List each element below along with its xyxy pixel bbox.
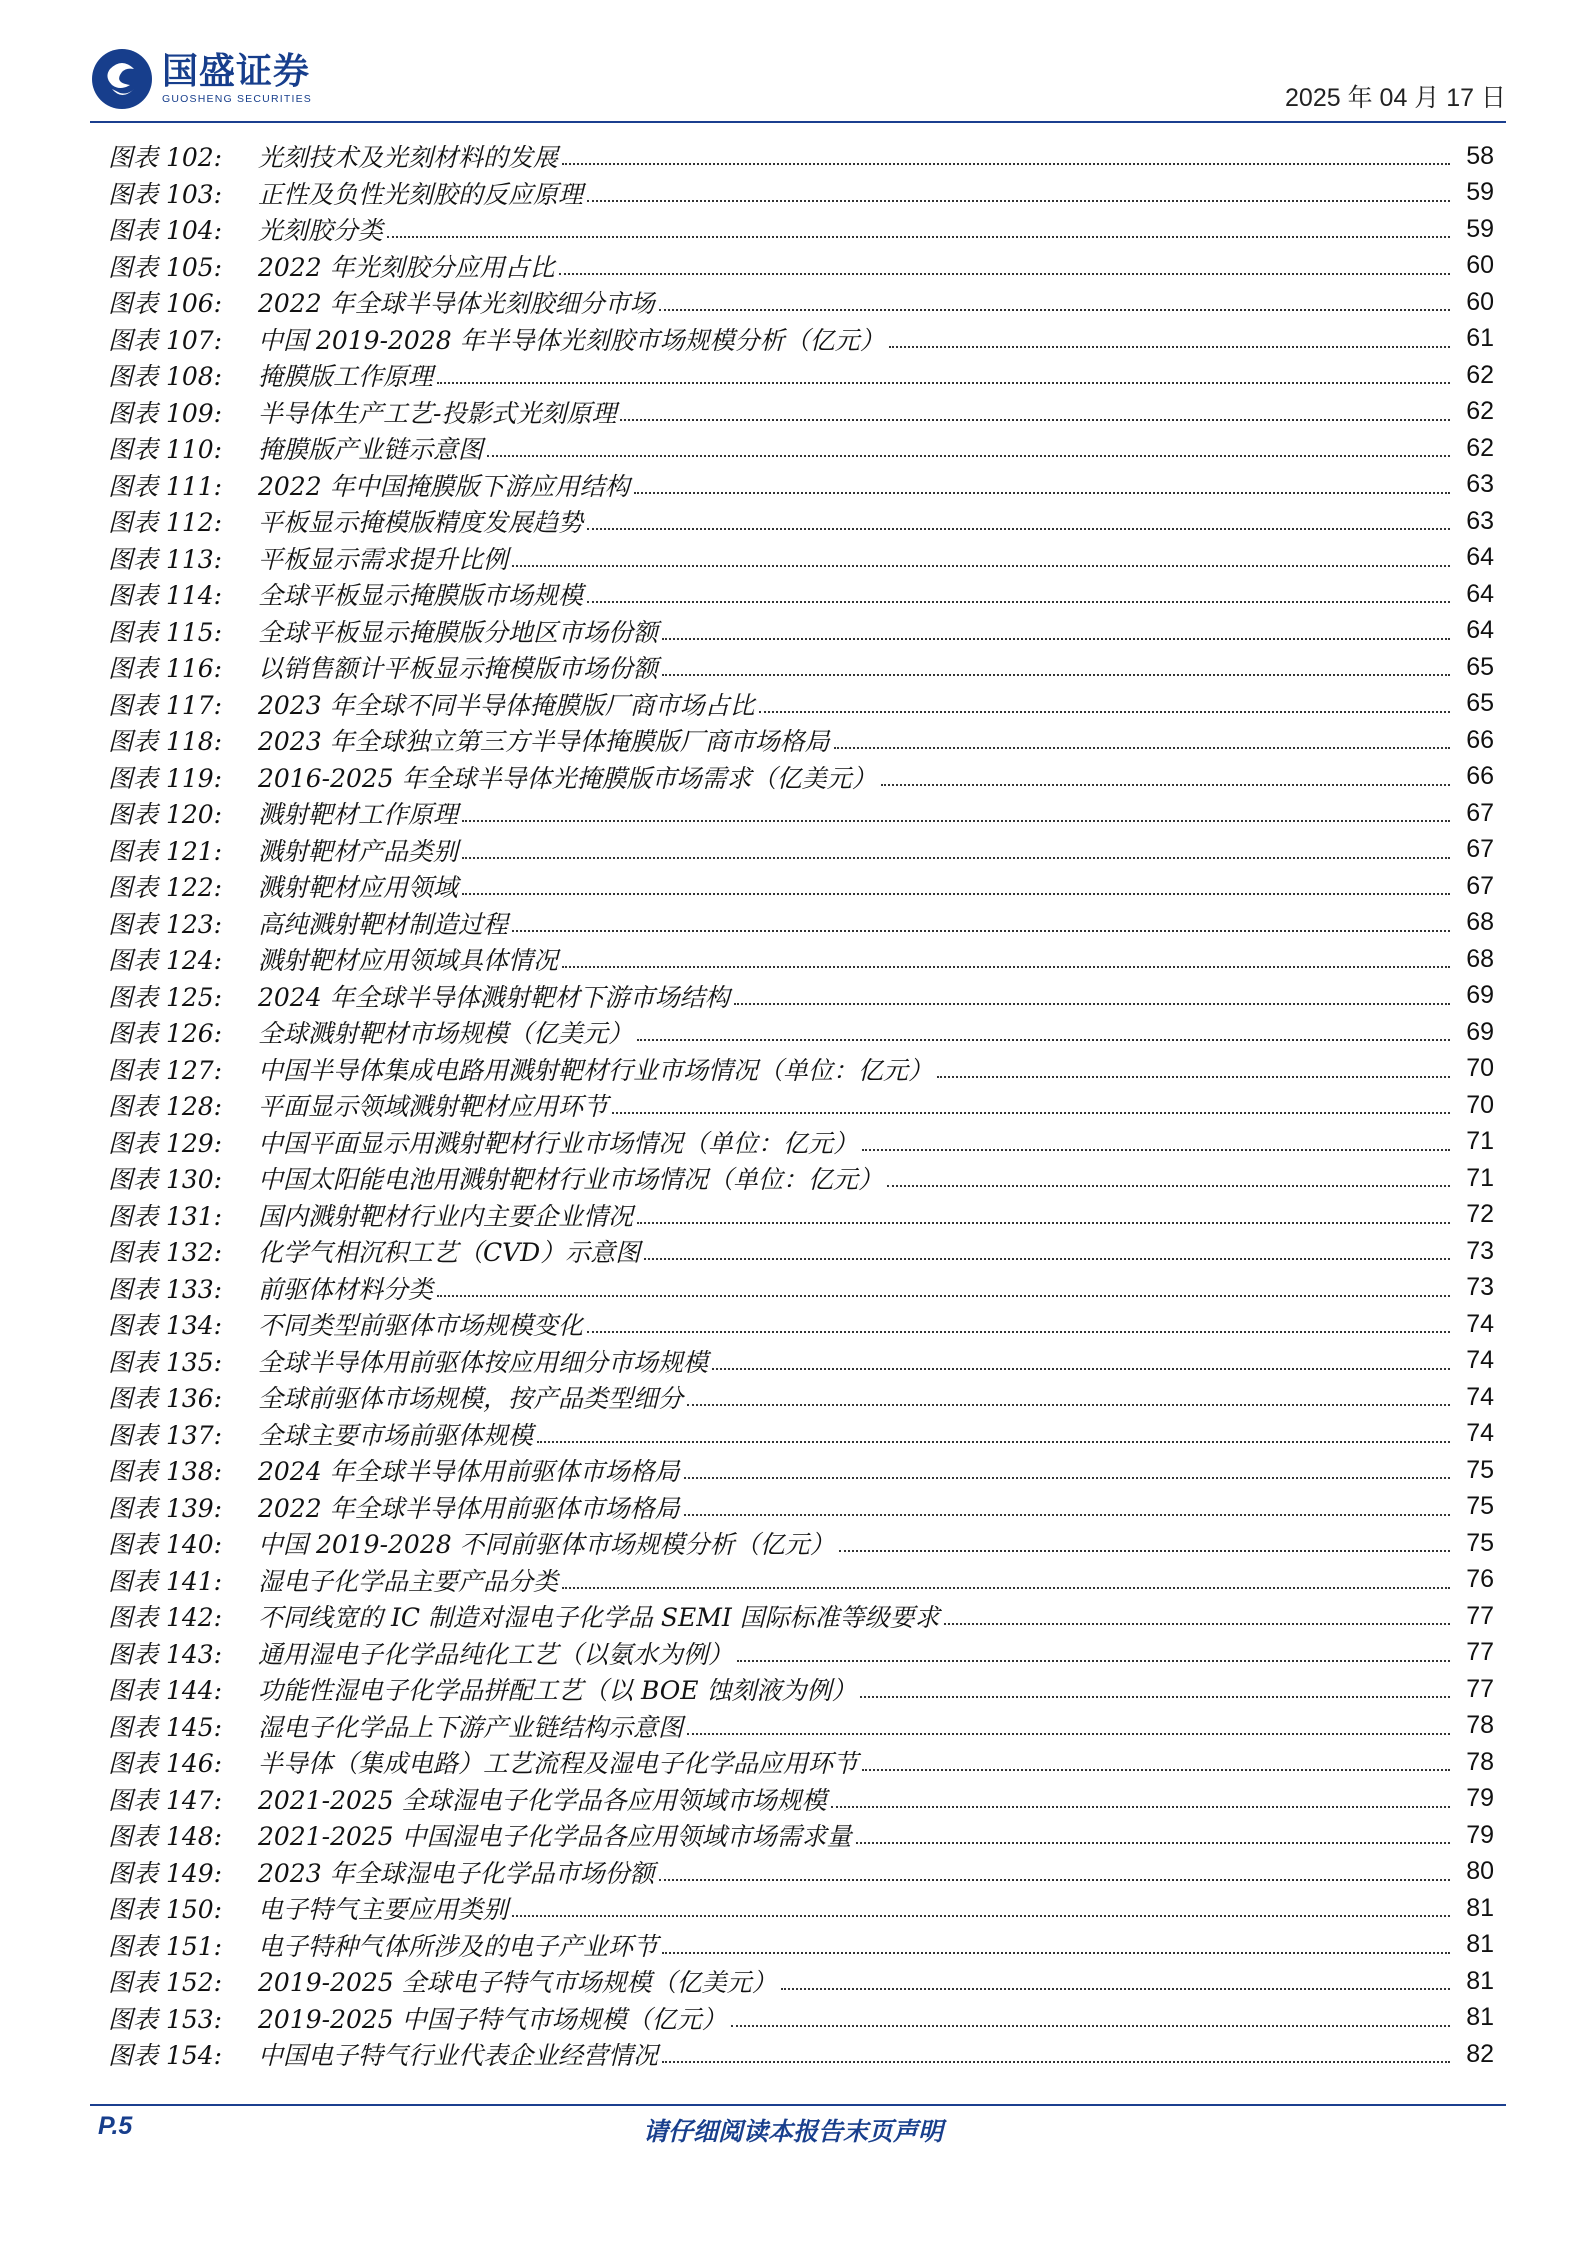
toc-dot-leader xyxy=(637,1222,1450,1224)
toc-figure-title: 溅射靶材应用领域具体情况 xyxy=(258,946,559,976)
toc-dot-leader xyxy=(887,1185,1450,1187)
toc-page-number: 71 xyxy=(1466,1127,1494,1156)
toc-entry[interactable] xyxy=(108,649,1494,686)
toc-entry[interactable] xyxy=(108,1963,1494,2000)
toc-page-number: 71 xyxy=(1466,1163,1494,1192)
toc-figure-number: 图表 120: xyxy=(108,800,223,830)
toc-figure-number: 图表 122: xyxy=(108,873,223,903)
toc-page-number: 73 xyxy=(1466,1273,1494,1302)
toc-dot-leader xyxy=(712,1368,1450,1370)
toc-page-number: 67 xyxy=(1466,798,1494,827)
toc-entry[interactable] xyxy=(108,1671,1494,1708)
toc-figure-title: 2023 年全球不同半导体掩膜版厂商市场占比 xyxy=(258,690,755,720)
toc-figure-number: 图表 131: xyxy=(108,1201,223,1231)
toc-dot-leader xyxy=(587,528,1450,530)
toc-entry[interactable] xyxy=(108,2000,1494,2037)
toc-figure-number: 图表 148: xyxy=(108,1822,223,1852)
toc-page-number: 66 xyxy=(1466,725,1494,754)
toc-figure-title: 光刻胶分类 xyxy=(258,216,384,246)
toc-dot-leader xyxy=(662,638,1450,640)
toc-figure-number: 图表 143: xyxy=(108,1639,223,1669)
toc-dot-leader xyxy=(587,601,1450,603)
toc-dot-leader xyxy=(634,492,1450,494)
toc-entry[interactable] xyxy=(108,1744,1494,1781)
toc-entry[interactable] xyxy=(108,1562,1494,1599)
toc-entry[interactable] xyxy=(108,1416,1494,1453)
toc-figure-title: 高纯溅射靶材制造过程 xyxy=(258,909,509,939)
toc-figure-title: 化学气相沉积工艺（CVD）示意图 xyxy=(258,1238,641,1268)
company-logo xyxy=(90,42,312,116)
toc-page-number: 64 xyxy=(1466,616,1494,645)
toc-page-number: 59 xyxy=(1466,178,1494,207)
toc-entry[interactable] xyxy=(108,868,1494,905)
toc-dot-leader xyxy=(839,1550,1450,1552)
toc-figure-title: 2024 年全球半导体用前驱体市场格局 xyxy=(258,1457,680,1487)
toc-page-number: 73 xyxy=(1466,1236,1494,1265)
toc-page-number: 69 xyxy=(1466,1017,1494,1046)
toc-figure-number: 图表 140: xyxy=(108,1530,223,1560)
toc-entry[interactable] xyxy=(108,1124,1494,1161)
toc-entry[interactable] xyxy=(108,1233,1494,1270)
toc-figure-title: 2022 年全球半导体用前驱体市场格局 xyxy=(258,1493,680,1523)
toc-entry[interactable] xyxy=(108,722,1494,759)
toc-entry[interactable] xyxy=(108,1087,1494,1124)
toc-figure-number: 图表 145: xyxy=(108,1712,223,1742)
toc-entry[interactable] xyxy=(108,1781,1494,1818)
toc-entry[interactable] xyxy=(108,284,1494,321)
header-divider xyxy=(90,121,1506,123)
toc-page-number: 58 xyxy=(1466,141,1494,170)
toc-dot-leader xyxy=(881,784,1450,786)
toc-page-number: 61 xyxy=(1466,324,1494,353)
toc-page-number: 74 xyxy=(1466,1382,1494,1411)
toc-page-number: 66 xyxy=(1466,762,1494,791)
toc-page-number: 60 xyxy=(1466,287,1494,316)
toc-figure-title: 2019-2025 全球电子特气市场规模（亿美元） xyxy=(258,1968,777,1998)
toc-figure-number: 图表 108: xyxy=(108,362,223,392)
toc-entry[interactable] xyxy=(108,759,1494,796)
toc-dot-leader xyxy=(687,1733,1450,1735)
toc-figure-number: 图表 124: xyxy=(108,946,223,976)
toc-dot-leader xyxy=(662,2061,1450,2063)
toc-figure-title: 光刻技术及光刻材料的发展 xyxy=(258,143,559,173)
toc-dot-leader xyxy=(781,1988,1450,1990)
toc-page-number: 79 xyxy=(1466,1784,1494,1813)
toc-figure-title: 2016-2025 年全球半导体光掩膜版市场需求（亿美元） xyxy=(258,763,877,793)
toc-figure-title: 国内溅射靶材行业内主要企业情况 xyxy=(258,1201,634,1231)
toc-figure-number: 图表 121: xyxy=(108,836,223,866)
toc-dot-leader xyxy=(734,1003,1450,1005)
toc-figure-title: 功能性湿电子化学品拼配工艺（以 BOE 蚀刻液为例） xyxy=(258,1676,857,1706)
toc-dot-leader xyxy=(620,419,1450,421)
toc-entry[interactable] xyxy=(108,1160,1494,1197)
toc-figure-number: 图表 150: xyxy=(108,1895,223,1925)
toc-figure-title: 溅射靶材应用领域 xyxy=(258,873,459,903)
toc-figure-title: 电子特种气体所涉及的电子产业环节 xyxy=(258,1931,659,1961)
toc-entry[interactable] xyxy=(108,175,1494,212)
toc-page-number: 70 xyxy=(1466,1054,1494,1083)
toc-dot-leader xyxy=(860,1696,1450,1698)
toc-page-number: 81 xyxy=(1466,2003,1494,2032)
toc-page-number: 81 xyxy=(1466,1893,1494,1922)
toc-figure-title: 中国太阳能电池用溅射靶材行业市场情况（单位：亿元） xyxy=(258,1165,884,1195)
toc-page-number: 76 xyxy=(1466,1565,1494,1594)
toc-dot-leader xyxy=(587,1331,1450,1333)
toc-dot-leader xyxy=(937,1076,1450,1078)
toc-figure-title: 中国电子特气行业代表企业经营情况 xyxy=(258,2041,659,2071)
toc-page-number: 81 xyxy=(1466,1966,1494,1995)
toc-page-number: 67 xyxy=(1466,871,1494,900)
toc-figure-title: 全球主要市场前驱体规模 xyxy=(258,1420,534,1450)
toc-figure-number: 图表 153: xyxy=(108,2004,223,2034)
toc-figure-title: 2022 年全球半导体光刻胶细分市场 xyxy=(258,289,655,319)
footer-divider xyxy=(90,2104,1506,2106)
toc-figure-number: 图表 126: xyxy=(108,1019,223,1049)
toc-page-number: 74 xyxy=(1466,1419,1494,1448)
toc-entry[interactable] xyxy=(108,941,1494,978)
toc-dot-leader xyxy=(487,455,1450,457)
toc-entry[interactable] xyxy=(108,357,1494,394)
toc-entry[interactable] xyxy=(108,138,1494,175)
toc-dot-leader xyxy=(862,1769,1450,1771)
toc-page-number: 79 xyxy=(1466,1820,1494,1849)
toc-figure-number: 图表 116: xyxy=(108,654,223,684)
toc-entry[interactable] xyxy=(108,467,1494,504)
toc-figure-number: 图表 111: xyxy=(108,471,223,501)
toc-page-number: 75 xyxy=(1466,1528,1494,1557)
toc-dot-leader xyxy=(562,1587,1450,1589)
toc-figure-title: 全球半导体用前驱体按应用细分市场规模 xyxy=(258,1347,709,1377)
toc-page-number: 62 xyxy=(1466,433,1494,462)
toc-figure-title: 2019-2025 中国子特气市场规模（亿元） xyxy=(258,2004,727,2034)
toc-entry[interactable] xyxy=(108,1598,1494,1635)
toc-figure-title: 湿电子化学品主要产品分类 xyxy=(258,1566,559,1596)
toc-dot-leader xyxy=(587,200,1450,202)
toc-figure-number: 图表 135: xyxy=(108,1347,223,1377)
toc-figure-title: 全球平板显示掩膜版市场规模 xyxy=(258,581,584,611)
toc-figure-number: 图表 144: xyxy=(108,1676,223,1706)
toc-entry[interactable] xyxy=(108,1854,1494,1891)
toc-dot-leader xyxy=(731,2025,1450,2027)
toc-entry[interactable] xyxy=(108,394,1494,431)
toc-page-number: 69 xyxy=(1466,981,1494,1010)
toc-figure-number: 图表 130: xyxy=(108,1165,223,1195)
toc-figure-number: 图表 129: xyxy=(108,1128,223,1158)
toc-entry[interactable] xyxy=(108,576,1494,613)
toc-entry[interactable] xyxy=(108,1452,1494,1489)
toc-dot-leader xyxy=(512,930,1450,932)
toc-page-number: 80 xyxy=(1466,1857,1494,1886)
toc-page-number: 60 xyxy=(1466,251,1494,280)
toc-entry[interactable] xyxy=(108,1635,1494,1672)
toc-page-number: 63 xyxy=(1466,470,1494,499)
toc-entry[interactable] xyxy=(108,248,1494,285)
toc-figure-title: 全球溅射靶材市场规模（亿美元） xyxy=(258,1019,634,1049)
toc-figure-number: 图表 117: xyxy=(108,690,223,720)
toc-figure-number: 图表 149: xyxy=(108,1858,223,1888)
toc-page-number: 77 xyxy=(1466,1674,1494,1703)
toc-dot-leader xyxy=(662,674,1450,676)
toc-figure-number: 图表 134: xyxy=(108,1311,223,1341)
toc-figure-number: 图表 128: xyxy=(108,1092,223,1122)
toc-entry[interactable] xyxy=(108,1014,1494,1051)
toc-dot-leader xyxy=(659,309,1450,311)
toc-figure-number: 图表 127: xyxy=(108,1055,223,1085)
toc-figure-title: 中国 2019-2028 年半导体光刻胶市场规模分析（亿元） xyxy=(258,325,885,355)
toc-page-number: 72 xyxy=(1466,1200,1494,1229)
toc-figure-number: 图表 109: xyxy=(108,398,223,428)
toc-figure-number: 图表 151: xyxy=(108,1931,223,1961)
toc-figure-title: 平板显示需求提升比例 xyxy=(258,544,509,574)
toc-dot-leader xyxy=(944,1623,1450,1625)
figure-table-of-contents xyxy=(108,138,1494,2073)
toc-page-number: 77 xyxy=(1466,1601,1494,1630)
toc-figure-title: 中国平面显示用溅射靶材行业市场情况（单位：亿元） xyxy=(258,1128,859,1158)
toc-entry[interactable] xyxy=(108,1708,1494,1745)
toc-figure-title: 以销售额计平板显示掩模版市场份额 xyxy=(258,654,659,684)
toc-dot-leader xyxy=(462,893,1450,895)
toc-dot-leader xyxy=(862,1149,1450,1151)
toc-dot-leader xyxy=(462,820,1450,822)
toc-figure-number: 图表 114: xyxy=(108,581,223,611)
toc-dot-leader xyxy=(834,747,1450,749)
toc-figure-title: 全球前驱体市场规模，按产品类型细分 xyxy=(258,1384,684,1414)
toc-dot-leader xyxy=(684,1477,1450,1479)
toc-figure-title: 2023 年全球独立第三方半导体掩膜版厂商市场格局 xyxy=(258,727,830,757)
toc-figure-number: 图表 123: xyxy=(108,909,223,939)
toc-page-number: 65 xyxy=(1466,689,1494,718)
toc-figure-number: 图表 132: xyxy=(108,1238,223,1268)
toc-entry[interactable] xyxy=(108,503,1494,540)
toc-figure-number: 图表 107: xyxy=(108,325,223,355)
toc-figure-title: 2022 年光刻胶分应用占比 xyxy=(258,252,555,282)
toc-entry[interactable] xyxy=(108,686,1494,723)
toc-figure-number: 图表 136: xyxy=(108,1384,223,1414)
toc-page-number: 63 xyxy=(1466,506,1494,535)
toc-figure-number: 图表 137: xyxy=(108,1420,223,1450)
toc-dot-leader xyxy=(659,1879,1450,1881)
toc-page-number: 81 xyxy=(1466,1930,1494,1959)
toc-page-number: 75 xyxy=(1466,1492,1494,1521)
toc-entry[interactable] xyxy=(108,1379,1494,1416)
toc-figure-title: 不同线宽的 IC 制造对湿电子化学品 SEMI 国际标准等级要求 xyxy=(258,1603,940,1633)
toc-dot-leader xyxy=(559,273,1450,275)
toc-page-number: 67 xyxy=(1466,835,1494,864)
toc-entry[interactable] xyxy=(108,613,1494,650)
toc-figure-number: 图表 115: xyxy=(108,617,223,647)
toc-entry[interactable] xyxy=(108,1197,1494,1234)
toc-dot-leader xyxy=(662,1952,1450,1954)
toc-figure-number: 图表 112: xyxy=(108,508,223,538)
toc-entry[interactable] xyxy=(108,1270,1494,1307)
logo-chinese-name: 国盛证券 xyxy=(162,51,311,92)
report-date: 2025 年 04 月 17 日 xyxy=(1285,84,1506,112)
toc-figure-title: 通用湿电子化学品纯化工艺（以氨水为例） xyxy=(258,1639,734,1669)
toc-figure-title: 平面显示领域溅射靶材应用环节 xyxy=(258,1092,609,1122)
toc-dot-leader xyxy=(437,1295,1450,1297)
toc-entry[interactable] xyxy=(108,1051,1494,1088)
toc-figure-number: 图表 139: xyxy=(108,1493,223,1523)
toc-page-number: 70 xyxy=(1466,1090,1494,1119)
toc-page-number: 74 xyxy=(1466,1309,1494,1338)
toc-dot-leader xyxy=(759,711,1450,713)
toc-entry[interactable] xyxy=(108,1489,1494,1526)
toc-figure-number: 图表 146: xyxy=(108,1749,223,1779)
toc-figure-title: 2022 年中国掩膜版下游应用结构 xyxy=(258,471,630,501)
toc-figure-number: 图表 133: xyxy=(108,1274,223,1304)
toc-figure-title: 不同类型前驱体市场规模变化 xyxy=(258,1311,584,1341)
toc-figure-title: 湿电子化学品上下游产业链结构示意图 xyxy=(258,1712,684,1742)
toc-figure-title: 电子特气主要应用类别 xyxy=(258,1895,509,1925)
toc-figure-title: 2024 年全球半导体溅射靶材下游市场结构 xyxy=(258,982,730,1012)
toc-page-number: 62 xyxy=(1466,360,1494,389)
toc-figure-number: 图表 104: xyxy=(108,216,223,246)
toc-entry[interactable] xyxy=(108,905,1494,942)
toc-figure-number: 图表 152: xyxy=(108,1968,223,1998)
toc-figure-title: 半导体（集成电路）工艺流程及湿电子化学品应用环节 xyxy=(258,1749,859,1779)
toc-entry[interactable] xyxy=(108,978,1494,1015)
toc-figure-number: 图表 138: xyxy=(108,1457,223,1487)
toc-page-number: 78 xyxy=(1466,1711,1494,1740)
page-header xyxy=(90,42,1506,116)
toc-figure-title: 溅射靶材产品类别 xyxy=(258,836,459,866)
toc-dot-leader xyxy=(737,1660,1450,1662)
toc-figure-title: 溅射靶材工作原理 xyxy=(258,800,459,830)
toc-page-number: 65 xyxy=(1466,652,1494,681)
disclaimer-note: 请仔细阅读本报告末页声明 xyxy=(642,2117,943,2146)
toc-figure-title: 平板显示掩模版精度发展趋势 xyxy=(258,508,584,538)
toc-dot-leader xyxy=(612,1112,1450,1114)
toc-entry[interactable] xyxy=(108,321,1494,358)
logo-english-name: GUOSHENG SECURITIES xyxy=(162,93,312,105)
toc-page-number: 68 xyxy=(1466,944,1494,973)
toc-dot-leader xyxy=(387,236,1450,238)
toc-dot-leader xyxy=(562,966,1450,968)
toc-entry[interactable] xyxy=(108,832,1494,869)
toc-figure-number: 图表 106: xyxy=(108,289,223,319)
toc-figure-number: 图表 103: xyxy=(108,179,223,209)
toc-page-number: 75 xyxy=(1466,1455,1494,1484)
toc-figure-number: 图表 154: xyxy=(108,2041,223,2071)
toc-entry[interactable] xyxy=(108,1817,1494,1854)
toc-page-number: 74 xyxy=(1466,1346,1494,1375)
toc-figure-number: 图表 105: xyxy=(108,252,223,282)
toc-figure-title: 2023 年全球湿电子化学品市场份额 xyxy=(258,1858,655,1888)
toc-entry[interactable] xyxy=(108,1306,1494,1343)
toc-figure-title: 全球平板显示掩膜版分地区市场份额 xyxy=(258,617,659,647)
toc-figure-title: 中国半导体集成电路用溅射靶材行业市场情况（单位：亿元） xyxy=(258,1055,934,1085)
toc-entry[interactable] xyxy=(108,795,1494,832)
toc-entry[interactable] xyxy=(108,211,1494,248)
toc-dot-leader xyxy=(537,1441,1450,1443)
toc-dot-leader xyxy=(462,857,1450,859)
page-number: P.5 xyxy=(98,2112,133,2140)
toc-dot-leader xyxy=(644,1258,1450,1260)
toc-figure-title: 掩膜版工作原理 xyxy=(258,362,434,392)
toc-figure-number: 图表 147: xyxy=(108,1785,223,1815)
toc-entry[interactable] xyxy=(108,1927,1494,1964)
toc-page-number: 64 xyxy=(1466,543,1494,572)
toc-page-number: 77 xyxy=(1466,1638,1494,1667)
toc-dot-leader xyxy=(437,382,1450,384)
toc-dot-leader xyxy=(637,1039,1450,1041)
toc-figure-number: 图表 110: xyxy=(108,435,223,465)
toc-figure-title: 2021-2025 全球湿电子化学品各应用领域市场规模 xyxy=(258,1785,827,1815)
toc-entry[interactable] xyxy=(108,1343,1494,1380)
toc-dot-leader xyxy=(831,1806,1450,1808)
toc-page-number: 59 xyxy=(1466,214,1494,243)
toc-entry[interactable] xyxy=(108,1525,1494,1562)
toc-figure-number: 图表 113: xyxy=(108,544,223,574)
toc-figure-title: 半导体生产工艺-投影式光刻原理 xyxy=(258,398,617,428)
toc-dot-leader xyxy=(562,163,1450,165)
toc-dot-leader xyxy=(684,1514,1450,1516)
toc-page-number: 64 xyxy=(1466,579,1494,608)
toc-figure-title: 正性及负性光刻胶的反应原理 xyxy=(258,179,584,209)
toc-dot-leader xyxy=(512,565,1450,567)
toc-entry[interactable] xyxy=(108,1890,1494,1927)
toc-dot-leader xyxy=(889,346,1450,348)
toc-entry[interactable] xyxy=(108,540,1494,577)
toc-page-number: 68 xyxy=(1466,908,1494,937)
toc-figure-number: 图表 102: xyxy=(108,143,223,173)
toc-figure-number: 图表 118: xyxy=(108,727,223,757)
toc-figure-number: 图表 119: xyxy=(108,763,223,793)
toc-page-number: 62 xyxy=(1466,397,1494,426)
toc-dot-leader xyxy=(687,1404,1450,1406)
toc-entry[interactable] xyxy=(108,430,1494,467)
toc-page-number: 78 xyxy=(1466,1747,1494,1776)
toc-figure-number: 图表 141: xyxy=(108,1566,223,1596)
toc-page-number: 82 xyxy=(1466,2039,1494,2068)
toc-figure-number: 图表 142: xyxy=(108,1603,223,1633)
toc-dot-leader xyxy=(512,1915,1450,1917)
toc-dot-leader xyxy=(856,1842,1450,1844)
guosheng-logo-icon xyxy=(90,47,154,111)
toc-figure-title: 2021-2025 中国湿电子化学品各应用领域市场需求量 xyxy=(258,1822,852,1852)
toc-figure-title: 掩膜版产业链示意图 xyxy=(258,435,484,465)
toc-figure-title: 中国 2019-2028 不同前驱体市场规模分析（亿元） xyxy=(258,1530,835,1560)
toc-figure-number: 图表 125: xyxy=(108,982,223,1012)
toc-entry[interactable] xyxy=(108,2036,1494,2073)
toc-figure-title: 前驱体材料分类 xyxy=(258,1274,434,1304)
